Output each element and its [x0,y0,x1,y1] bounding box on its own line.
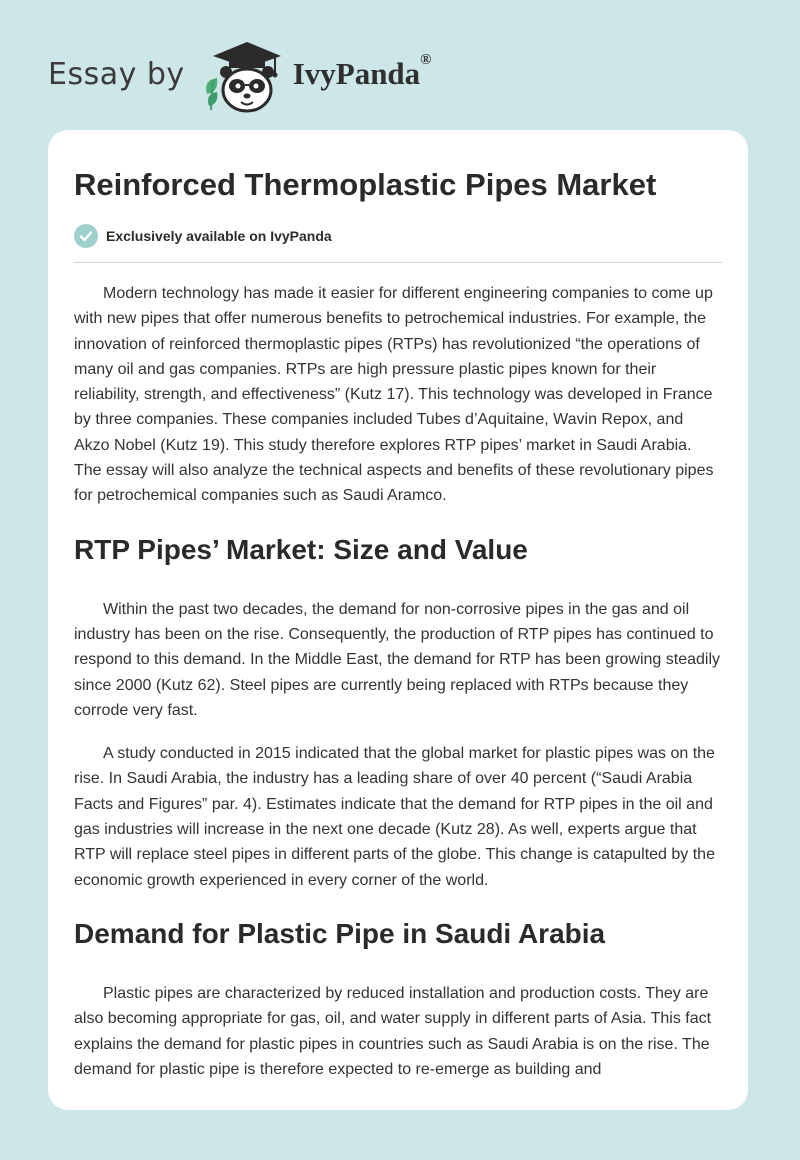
panda-logo-icon[interactable] [199,34,287,114]
divider [74,262,722,263]
heading-saudi-demand: Demand for Plastic Pipe in Saudi Arabia [74,917,606,949]
essay-title: Reinforced Thermoplastic Pipes Market [74,167,657,202]
brand-prefix: Essay by [48,56,185,92]
essay-card [48,130,748,1110]
check-circle-icon [74,224,98,248]
paragraph-market-study: A study conducted in 2015 indicated that the global market for plastic pipes was on the rise. In Saudi Arabia, the industry has a leading share of over 40 percent (“Saudi Arabia Facts and Figures” par. 4). Estimates indicate that the demand for RTP pipes in the oil and gas industries will increase in the next one decade (Kutz 28). As well, experts argue that RTP will replace steel pipes in different parts of the globe. This change is catapulted by the economic growth experienced in every corner of the world. [74,745,715,889]
exclusive-label: Exclusively available on IvyPanda [106,228,332,244]
registered-mark: ® [420,52,432,68]
brand-name[interactable]: IvyPanda® [292,52,432,91]
paragraph-plastic-pipes: Plastic pipes are characterized by reduced installation and production costs. They are also becoming appropriate for gas, oil, and water supply in different parts of Asia. This fact explains the demand for plastic pipes in countries such as Saudi Arabia is on the rise. The demand for plastic pipe is therefore expected to re-emerge as building and [74,984,712,1078]
brand-header [48,34,431,114]
exclusive-badge [74,224,722,248]
heading-market-size: RTP Pipes’ Market: Size and Value [74,533,528,565]
paragraph-demand-history: Within the past two decades, the demand for non-corrosive pipes in the gas and oil industry has been on the rise. Consequently, the production of RTP pipes has continued to respond to this demand. In the Middle East, the demand for RTP has been growing steadily since 2000 (Kutz 62). Steel pipes are currently being replaced with RTPs because they corrode very fast. [74,600,721,719]
paragraph-intro: Modern technology has made it easier for different engineering companies to come up with new pipes that offer numerous benefits to petrochemical industries. For example, the innovation of reinforced thermoplastic pipes (RTPs) has revolutionized “the operations of many oil and gas companies. RTPs are high pressure plastic pipes known for their reliability, strength, and effectiveness” (Kutz 17). This technology was developed in France by three companies. These companies included Tubes d’Aquitaine, Wavin Repox, and Akzo Nobel (Kutz 19). This study therefore explores RTP pipes’ market in Saudi Arabia. The essay will also analyze the technical aspects and benefits of these revolutionary pipes for petrochemical companies such as Saudi Aramco. [74,285,714,505]
